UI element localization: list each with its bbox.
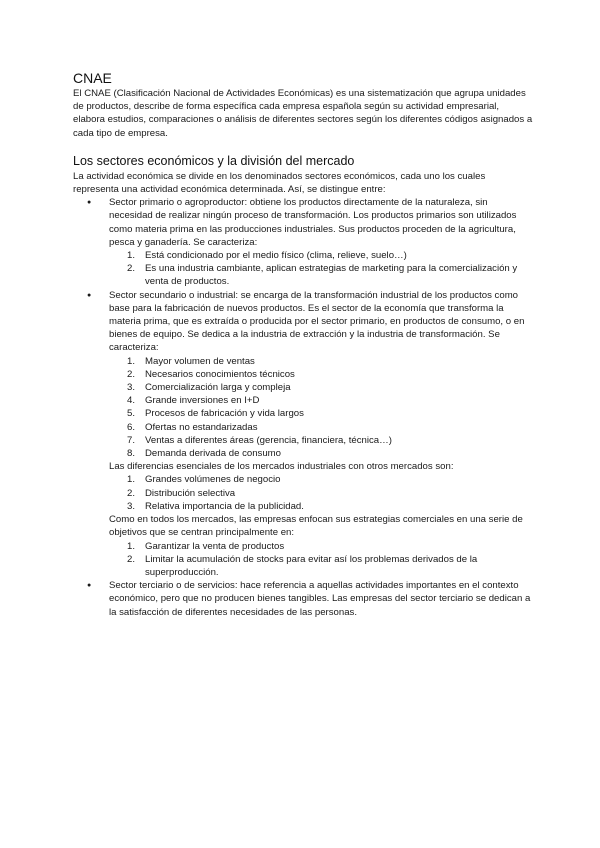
document-title: CNAE <box>73 70 112 86</box>
list-item: 5. Procesos de fabricación y vida largos <box>127 408 304 420</box>
list-item: 3. Comercialización larga y compleja <box>127 382 291 394</box>
sector-item-primario <box>87 196 533 288</box>
sector-text: Sector primario o agroproductor: obtiene los productos directamente de la naturaleza, sin necesidad de realizar ningún proceso de transformación. Los productos primarios son utilizados como materia prima en las producciones industriales. Sus productos proceden de la agricultura, pesca y ganadería. Se caracteriza: <box>109 197 517 248</box>
list-item: 2. Limitar la acumulación de stocks para evitar así los problemas derivados de la superproducción. <box>127 553 478 578</box>
objectives-intro: Como en todos los mercados, las empresas enfocan sus estrategias comerciales en una serie de objetivos que se centran principalmente en: <box>109 514 523 539</box>
differences-intro: Las diferencias esenciales de los mercados industriales con otros mercados son: <box>109 461 454 473</box>
list-item: 2. Es una industria cambiante, aplican estrategias de marketing para la comercialización y venta de productos. <box>127 263 518 288</box>
sector-text: Sector secundario o industrial: se encarga de la transformación industrial de los productos como base para la fabricación de nuevos productos. Es el sector de la economía que transforma la materia prima, que es extraída o producida por el sector primario, en productos de consumo, o en bienes de equipo. Se dedica a la industria de extracción y la industria de transformación. Se caracteriza: <box>109 289 525 354</box>
sector-text: Sector terciario o de servicios: hace referencia a aquellas actividades importantes en el contexto económico, pero que no producen bienes tangibles. Las empresas del sector terciario se dedican a la satisfacción de diferentes necesidades de las personas. <box>109 580 531 618</box>
list-item: 1. Está condicionado por el medio físico (clima, relieve, suelo…) <box>127 250 407 262</box>
bullet-icon: ● <box>87 582 92 590</box>
list-item: 6. Ofertas no estandarizadas <box>127 421 258 433</box>
list-item: 7. Ventas a diferentes áreas (gerencia, financiera, técnica…) <box>127 434 392 446</box>
list-item: 1. Mayor volumen de ventas <box>127 355 255 367</box>
list-item: 2. Necesarios conocimientos técnicos <box>127 368 295 380</box>
section-title: Los sectores económicos y la división del mercado <box>73 153 355 168</box>
objectives-list <box>109 540 533 580</box>
secundario-characteristics-list <box>109 355 533 461</box>
list-item: 2. Distribución selectiva <box>127 487 236 499</box>
sector-item-secundario <box>87 289 533 579</box>
list-item: 1. Grandes volúmenes de negocio <box>127 474 281 486</box>
section-intro-paragraph: La actividad económica se divide en los denominados sectores económicos, cada uno los cuales representa una actividad económica determinada. Así, se distingue entre: <box>73 170 486 196</box>
sector-item-terciario <box>87 579 533 619</box>
bullet-icon: ● <box>87 291 92 299</box>
bullet-icon: ● <box>87 199 92 207</box>
list-item: 8. Demanda derivada de consumo <box>127 448 281 460</box>
sectors-list <box>73 196 533 619</box>
primario-characteristics-list <box>109 249 533 289</box>
document-page <box>73 70 533 619</box>
intro-paragraph: El CNAE (Clasificación Nacional de Actividades Económicas) es una sistematización que agrupa unidades de productos, describe de forma específica cada empresa española según su actividad empresarial, elabora estudios, comparaciones o análisis de diferentes sectores según los diferentes códigos asignados a cada tipo de empresa. <box>73 88 533 139</box>
list-item: 3. Relativa importancia de la publicidad. <box>127 500 304 512</box>
differences-list <box>109 473 533 513</box>
list-item: 1. Garantizar la venta de productos <box>127 540 285 552</box>
list-item: 4. Grande inversiones en I+D <box>127 395 260 407</box>
